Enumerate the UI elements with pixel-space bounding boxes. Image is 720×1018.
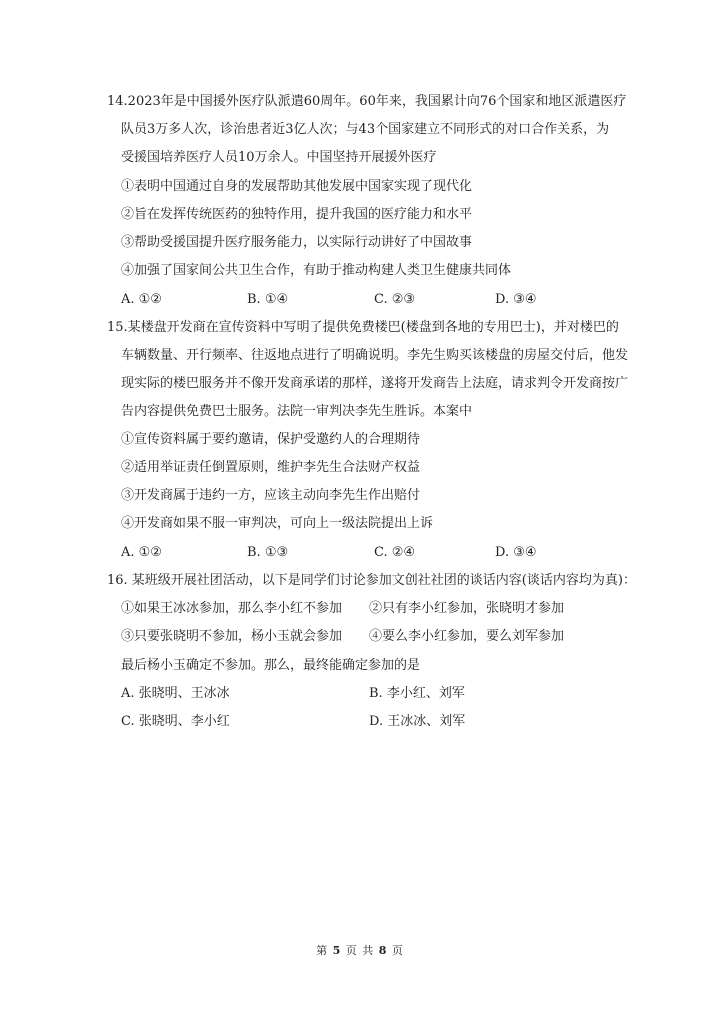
q15-stem-line-2: 车辆数量、开行频率、往返地点进行了明确说明。李先生购买该楼盘的房屋交付后，他发: [121, 348, 629, 363]
q14-choice-a: A. ①②: [121, 292, 162, 307]
q15-item-2: ②适用举证责任倒置原则，维护李先生合法财产权益: [121, 460, 421, 475]
footer-prefix: 第: [316, 944, 329, 957]
q14-item-4: ④加强了国家间公共卫生合作，有助于推动构建人类卫生健康共同体: [121, 263, 512, 278]
q14-item-3: ③帮助受援国提升医疗服务能力，以实际行动讲好了中国故事: [121, 235, 473, 250]
q16-item-1: ①如果王冰冰参加，那么李小红不参加: [121, 601, 343, 616]
q15-stem-line-4: 告内容提供免费巴士服务。法院一审判决李先生胜诉。本案中: [121, 404, 473, 419]
q14-stem-line-3: 受援国培养医疗人员10万余人。中国坚持开展援外医疗: [121, 150, 437, 165]
q16-item-3: ③只要张晓明不参加，杨小玉就会参加: [121, 629, 343, 644]
q16-choice-d: D. 王冰冰、刘军: [369, 714, 466, 729]
q16-stem: 16. 某班级开展社团活动，以下是同学们讨论参加文创社社团的谈话内容(谈话内容均为真)：: [107, 573, 636, 588]
q16-choice-b: B. 李小红、刘军: [369, 686, 465, 701]
q15-item-3: ③开发商属于违约一方，应该主动向李先生作出赔付: [121, 488, 421, 503]
page-footer: [0, 942, 720, 958]
q15-choice-c: C. ②④: [374, 545, 416, 560]
q15-stem-line-1: 15.某楼盘开发商在宣传资料中写明了提供免费楼巴(楼盘到各地的专用巴士)，并对楼巴的: [107, 320, 619, 335]
q15-choice-b: B. ①③: [247, 545, 289, 560]
q16-choice-a: A. 张晓明、王冰冰: [121, 686, 230, 701]
q15-choice-d: D. ③④: [495, 545, 537, 560]
footer-page-number: 5: [332, 944, 342, 957]
q14-choice-b: B. ①④: [247, 292, 289, 307]
q14-choice-c: C. ②③: [374, 292, 416, 307]
q14-stem-line-1: 14.2023年是中国援外医疗队派遣60周年。60年来，我国累计向76个国家和地区派遣医疗: [107, 94, 627, 109]
footer-suffix: 页: [391, 944, 404, 957]
footer-mid: 页 共: [345, 944, 375, 957]
q16-tail: 最后杨小玉确定不参加。那么，最终能确定参加的是: [121, 658, 421, 673]
q14-item-1: ①表明中国通过自身的发展帮助其他发展中国家实现了现代化: [121, 179, 473, 194]
q15-item-4: ④开发商如果不服一审判决，可向上一级法院提出上诉: [121, 516, 434, 531]
q16-item-2: ②只有李小红参加，张晓明才参加: [369, 601, 565, 616]
q15-choice-a: A. ①②: [121, 545, 162, 560]
q14-stem-line-2: 队员3万多人次，诊治患者近3亿人次；与43个国家建立不同形式的对口合作关系，为: [121, 122, 610, 137]
q14-choice-d: D. ③④: [495, 292, 537, 307]
q16-item-4: ④要么李小红参加，要么刘军参加: [369, 629, 565, 644]
q15-stem-line-3: 现实际的楼巴服务并不像开发商承诺的那样，遂将开发商告上法庭，请求判令开发商按广: [121, 376, 629, 391]
footer-total-pages: 8: [378, 944, 388, 957]
q16-choice-c: C. 张晓明、李小红: [121, 714, 230, 729]
q15-item-1: ①宣传资料属于要约邀请，保护受邀约人的合理期待: [121, 432, 421, 447]
q14-item-2: ②旨在发挥传统医药的独特作用，提升我国的医疗能力和水平: [121, 207, 473, 222]
